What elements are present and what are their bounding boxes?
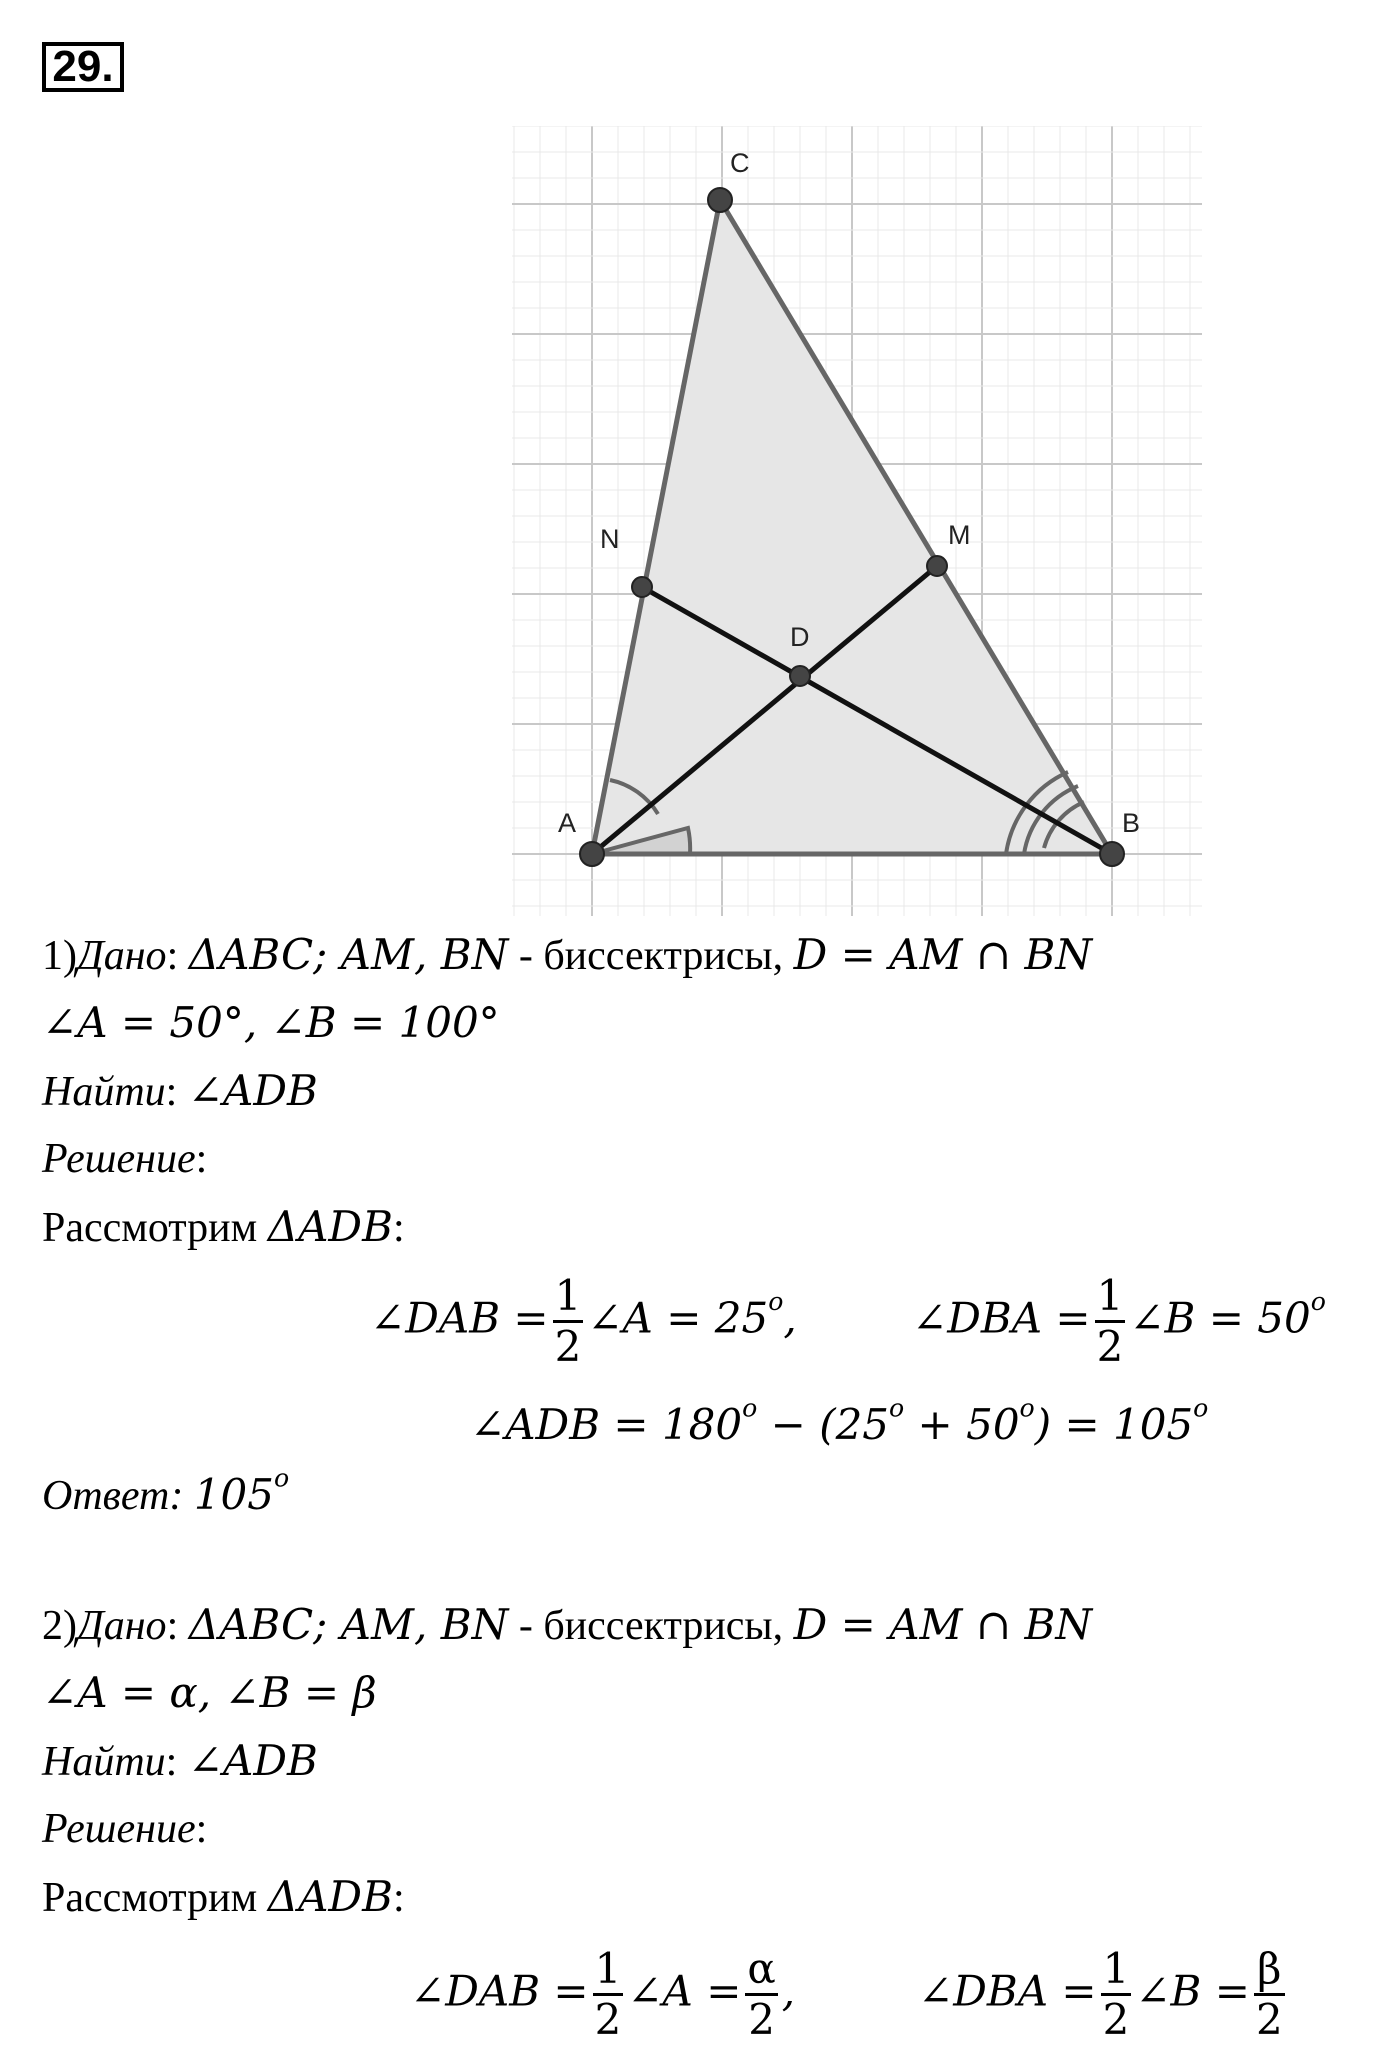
p1-given: 1)Дано: ΔABC; AM, BN - биссектрисы, D = AM ∩ BN [42,930,1093,979]
p1-eq2: ∠DBA = $\frac{1}{2}$ ∠B = $50^o$ [912,1271,1326,1371]
p1-consider: Рассмотрим ΔADB: [42,1202,405,1251]
point-d [790,666,810,686]
label-m: M [948,520,971,550]
label-n: N [600,524,620,554]
triangle-figure [512,126,1202,916]
p2-eq2: ∠DBA = $\frac{1}{2}$ ∠B = $\frac{\beta}{2}$ [918,1944,1283,2044]
point-n [632,577,652,597]
point-m [927,556,947,576]
label-a: A [558,808,577,838]
label-d: D [790,622,810,652]
p1-angles: ∠A = 50°, ∠B = 100° [42,998,500,1047]
p2-given: 2)Дано: ΔABC; AM, BN - биссектрисы, D = AM ∩ BN [42,1600,1093,1649]
point-a [580,842,604,866]
p2-solution: Решение: [42,1806,208,1852]
point-c [708,188,732,212]
p2-consider: Рассмотрим ΔADB: [42,1872,405,1921]
label-b: B [1122,808,1141,838]
p2-eq1: ∠DAB = $\frac{1}{2}$ ∠A = $\frac{\alpha}{2}$ , [410,1944,796,2044]
p1-eq3: ∠ADB = $180^o - (25^o + 50^o) = 105^o$ [470,1393,1209,1449]
p2-find: Найти: ∠ADB [42,1736,318,1785]
p1-solution: Решение: [42,1136,208,1182]
point-b [1100,842,1124,866]
p1-eq1: ∠DAB = $\frac{1}{2}$ ∠A = $25^o$, [370,1271,797,1371]
label-c: C [730,148,750,178]
p1-find: Найти: ∠ADB [42,1066,318,1115]
problem-number: 29. [42,42,124,92]
p1-answer: Ответ: 105$^o$ [42,1463,290,1519]
p2-angles: ∠A = α, ∠B = β [42,1668,377,1717]
